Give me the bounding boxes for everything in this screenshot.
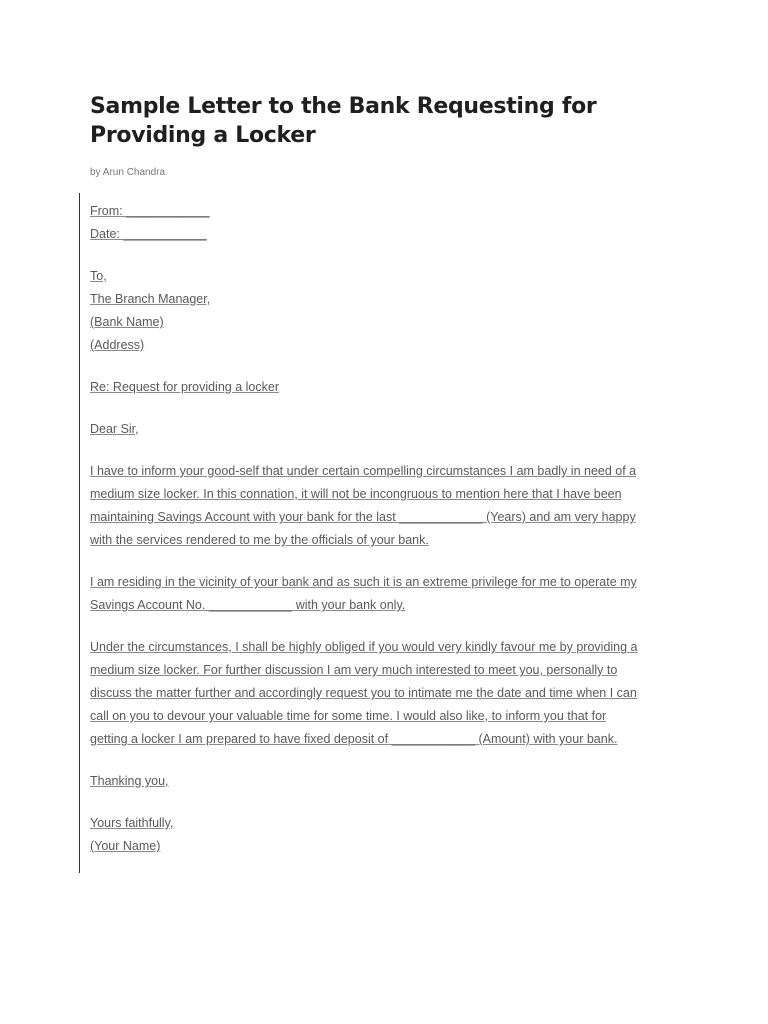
to-line: To, <box>90 269 107 283</box>
author-byline: by Arun Chandra <box>90 167 166 178</box>
subject-line: Re: Request for providing a locker <box>90 380 279 394</box>
thanks-line: Thanking you, <box>90 774 169 788</box>
salutation-line: Dear Sir, <box>90 422 139 436</box>
date-line: Date: ____________ <box>90 227 207 241</box>
letter-body <box>90 200 680 858</box>
address-line: (Address) <box>90 338 145 352</box>
paragraph-1: I have to inform your good-self that under certain compelling circumstances I am badly in need of a medium size locker. In this connation, it will not be incongruous to mention here that I have been maintaining Savings Account with your bank for the last ____________ (Years) and am very happy with the services rendered to me by the officials of your bank. <box>90 464 637 547</box>
closing-line: Yours faithfully, <box>90 816 174 830</box>
bank-name-line: (Bank Name) <box>90 315 164 329</box>
recipient-line: The Branch Manager, <box>90 292 211 306</box>
paragraph-2: I am residing in the vicinity of your bank and as such it is an extreme privilege for me to operate my Savings Account No. ____________ with your bank only. <box>90 575 637 612</box>
paragraph-3: Under the circumstances, I shall be highly obliged if you would very kindly favour me by providing a medium size locker. For further discussion I am very much interested to meet you, personally to discuss the matter further and accordingly request you to intimate me the date and time when I can call on you to devour your valuable time for some time. I would also like, to inform you that for getting a locker I am prepared to have fixed deposit of ____________ (Amount) with your bank. <box>90 640 638 746</box>
document-title: Sample Letter to the Bank Requesting for Providing a Locker <box>90 94 597 148</box>
from-line: From: ____________ <box>90 204 210 218</box>
blockquote-bar <box>79 193 80 873</box>
signature-line: (Your Name) <box>90 839 161 853</box>
